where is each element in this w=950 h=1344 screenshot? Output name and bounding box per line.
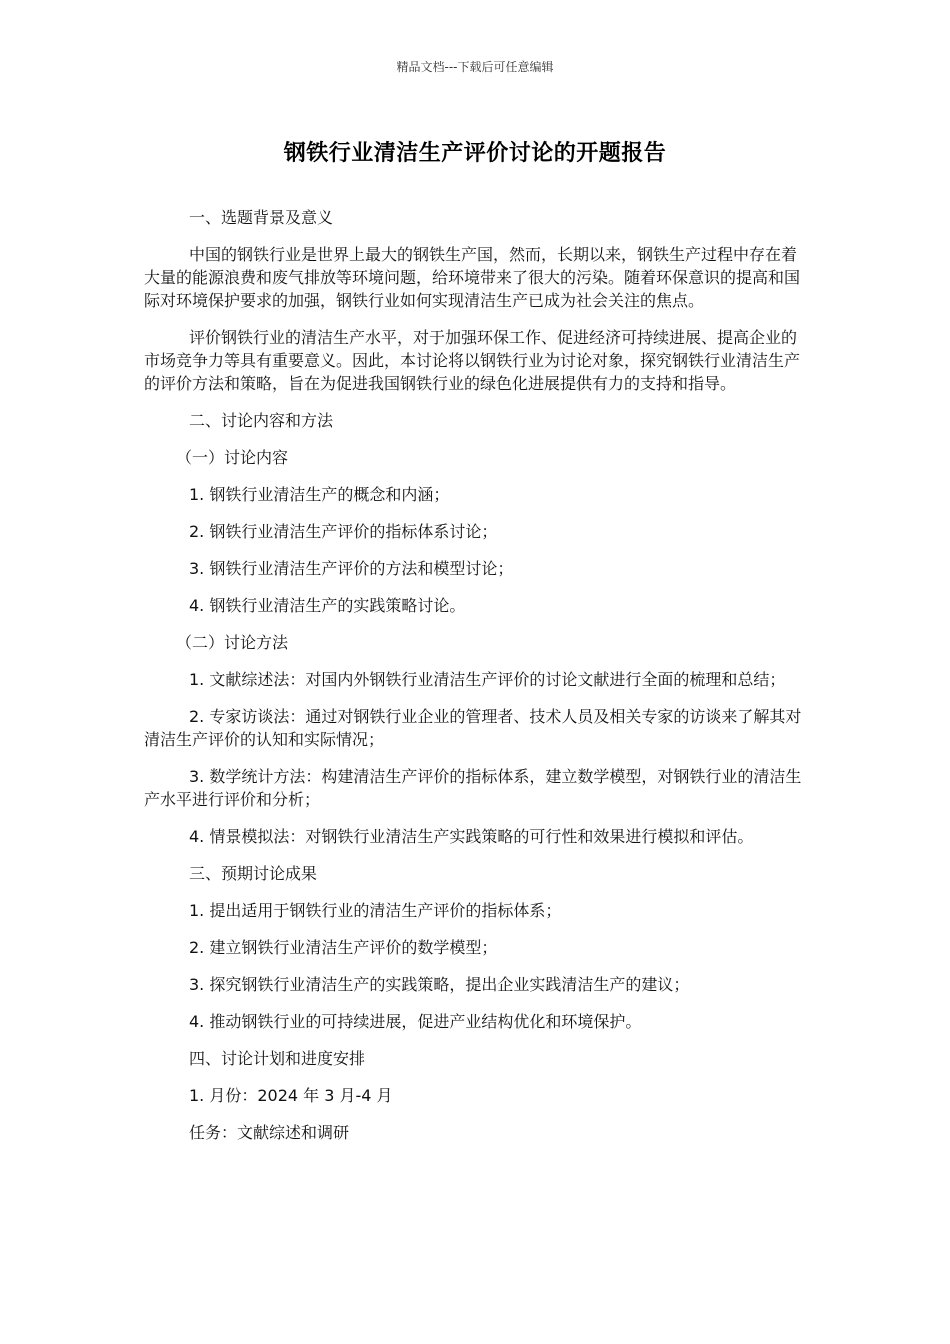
list-item: 4. 情景模拟法：对钢铁行业清洁生产实践策略的可行性和效果进行模拟和评估。 <box>189 827 754 846</box>
document-title: 钢铁行业清洁生产评价讨论的开题报告 <box>283 141 667 166</box>
schedule-task: 任务：文献综述和调研 <box>189 1123 350 1142</box>
list-item: 4. 推动钢铁行业的可持续进展，促进产业结构优化和环境保护。 <box>189 1012 642 1031</box>
section-heading-1: 一、选题背景及意义 <box>189 208 334 227</box>
list-item: 1. 文献综述法：对国内外钢铁行业清洁生产评价的讨论文献进行全面的梳理和总结； <box>189 670 786 689</box>
list-item: 2. 建立钢铁行业清洁生产评价的数学模型； <box>189 938 498 957</box>
schedule-item: 1. 月份：2024 年 3 月-4 月 <box>189 1086 393 1105</box>
section-heading-4: 四、讨论计划和进度安排 <box>189 1049 366 1068</box>
list-item: 1. 钢铁行业清洁生产的概念和内涵； <box>189 485 450 504</box>
list-item: 3. 钢铁行业清洁生产评价的方法和模型讨论； <box>189 559 514 578</box>
subsection-heading-content: （一）讨论内容 <box>176 448 289 467</box>
section-heading-3: 三、预期讨论成果 <box>189 864 318 883</box>
list-item: 2. 专家访谈法：通过对钢铁行业企业的管理者、技术人员及相关专家的访谈来了解其对清洁生产评价的认知和实际情况； <box>144 707 802 749</box>
list-item: 2. 钢铁行业清洁生产评价的指标体系讨论； <box>189 522 498 541</box>
page-header: 精品文档---下载后可任意编辑 <box>396 60 554 74</box>
list-item: 4. 钢铁行业清洁生产的实践策略讨论。 <box>189 596 466 615</box>
list-item: 1. 提出适用于钢铁行业的清洁生产评价的指标体系； <box>189 901 562 920</box>
list-item: 3. 探究钢铁行业清洁生产的实践策略，提出企业实践清洁生产的建议； <box>189 975 690 994</box>
section-heading-2: 二、讨论内容和方法 <box>189 411 334 430</box>
paragraph-significance: 评价钢铁行业的清洁生产水平，对于加强环保工作、促进经济可持续进展、提高企业的市场竞争力等具有重要意义。因此，本讨论将以钢铁行业为讨论对象，探究钢铁行业清洁生产的评价方法和策略，旨在为促进我国钢铁行业的绿色化进展提供有力的支持和指导。 <box>144 328 801 393</box>
subsection-heading-method: （二）讨论方法 <box>176 633 289 652</box>
document-body <box>144 206 806 1158</box>
paragraph-background: 中国的钢铁行业是世界上最大的钢铁生产国，然而，长期以来，钢铁生产过程中存在着大量的能源浪费和废气排放等环境问题，给环境带来了很大的污染。随着环保意识的提高和国际对环境保护要求的加强，钢铁行业如何实现清洁生产已成为社会关注的焦点。 <box>144 245 801 310</box>
list-item: 3. 数学统计方法：构建清洁生产评价的指标体系，建立数学模型，对钢铁行业的清洁生产水平进行评价和分析； <box>144 767 802 809</box>
